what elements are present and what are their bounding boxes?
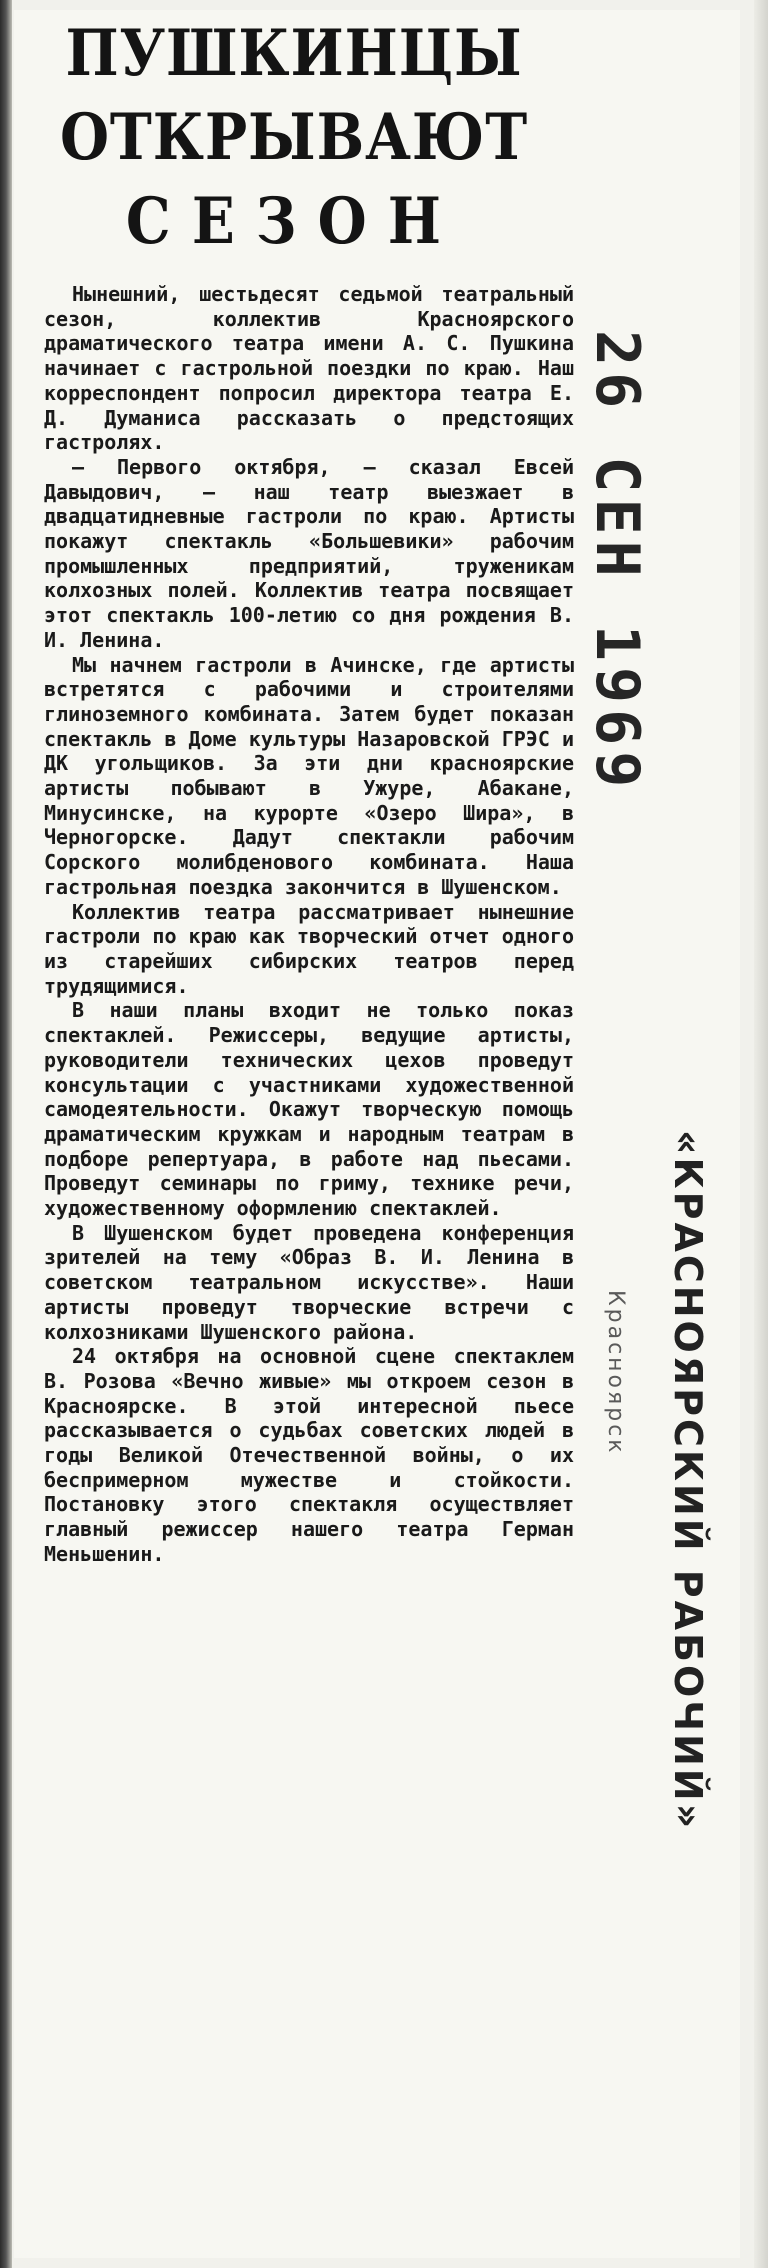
article-paragraph: — Первого октября, — сказал Евсей Давыдович, — наш театр выезжает в двадцатидневные гастроли по краю. Артисты покажут спектакль «Большевики» рабочим промышленных предприятий, труженикам колхозных полей. Коллектив театра посвящает этот спектакль 100-летию со дня рождения В. И. Ленина. [44,454,574,652]
article-paragraph: В наши планы входит не только показ спектаклей. Режиссеры, ведущие артисты, руководители технических цехов проведут консультации с участниками художественной самодеятельности. Окажут творческую помощь драматическим кружкам и народным театрам в подборе репертуара, в работе над пьесами. Проведут семинары по гриму, технике речи, художественному оформлению спектаклей. [44,998,574,1221]
page-edge-right [754,0,768,2268]
article-paragraph: Нынешний, шестьдесят седьмой театральный сезон, коллектив Красноярского драматического театра имени А. С. Пушкина начинает с гастрольной поездки по краю. Наш корреспондент попросил директора театра Е. Д. Думаниса рассказать о предстоящих гастролях. [44,282,574,455]
article-paragraph: В Шушенском будет проведена конференция зрителей на тему «Образ В. И. Ленина в советском театральном искусстве». Наши артисты проведут творческие встречи с колхозниками Шушенского района. [44,1220,574,1344]
date-stamp: 26 СЕН 1969 [582,330,652,794]
article-paragraph: Коллектив театра рассматривает нынешние гастроли по краю как творческий отчет одного из старейших сибирских театров перед трудящимися. [44,899,574,998]
headline-line-2: ОТКРЫВАЮТ [59,100,529,175]
headline-line-1: ПУШКИНЦЫ [65,16,523,91]
article-paragraph: Мы начнем гастроли в Ачинске, где артисты встретятся с рабочими и строителями глиноземного комбината. Затем будет показан спектакль в Доме культуры Назаровской ГРЭС и ДК угольщиков. За эти дни красноярские артисты побывают в Ужуре, Абакане, Минусинске, на курорте «Озеро Шира», в Черногорске. Дадут спектакли рабочим Сорского молибденового комбината. Наша гастрольная поездка закончится в Шушенском. [44,652,574,899]
page-edge-shadow [0,0,12,2268]
source-stamp: «КРАСНОЯРСКИЙ РАБОЧИЙ» [666,1130,710,1832]
headline-line-3: СЕЗОН [125,184,463,259]
headline [14,12,574,264]
city-stamp: Красноярск [603,1290,628,1456]
article-paragraph: 24 октября на основной сцене спектаклем В. Розова «Вечно живые» мы откроем сезон в Красноярске. В этой интересной пьесе рассказывается о судьбах советских людей в годы Великой Отечественной войны, о их беспримерном мужестве и стойкости. Постановку этого спектакля осуществляет главный режиссер нашего театра Герман Меньшенин. [44,1344,574,1566]
article-body [44,282,574,1567]
